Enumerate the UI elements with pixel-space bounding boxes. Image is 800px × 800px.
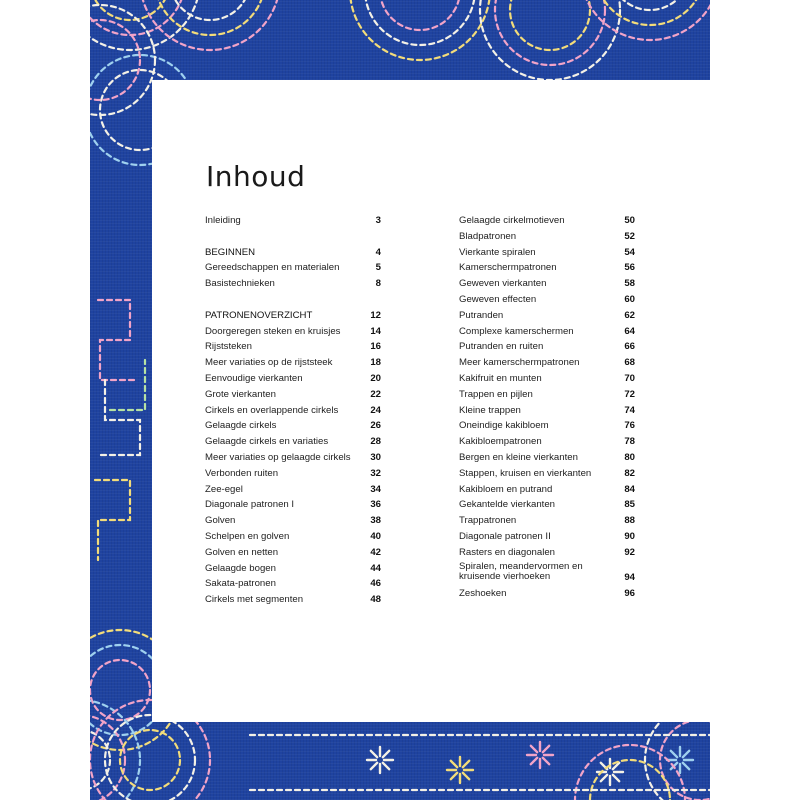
stitch-line [380,0,460,30]
toc-entry-title: Cirkels en overlappende cirkels [205,404,339,416]
toc-entry-title: Sakata-patronen [205,578,276,590]
toc-entry-page-number: 32 [370,467,381,479]
stitch-line [495,0,605,65]
toc-entry [459,229,635,245]
toc-entry-title: Diagonale patronen I [205,499,295,511]
stitch-line [110,360,145,410]
toc-entry-title: Meer kamerschermpatronen [459,357,580,369]
toc-entry [459,466,635,482]
stitch-line [610,0,690,10]
stitch-line [543,758,549,764]
toc-entry-title: Gekantelde vierkanten [459,499,555,511]
toc-entry [205,466,381,482]
toc-entry [205,434,381,450]
toc-entry-page-number: 40 [370,530,381,542]
toc-entry-title: Verbonden ruiten [205,467,279,479]
toc-entry-page-number: 58 [624,278,635,290]
toc-entry [459,418,635,434]
stitch-line [170,0,250,20]
toc-entry-title: Kakibloempatronen [459,436,542,448]
toc-entry-title: PATRONENOVERZICHT [205,309,313,321]
stitch-line [383,751,389,757]
toc-entry-title: Schelpen en golven [205,530,290,542]
stitch-line [371,751,377,757]
toc-entry [205,213,381,229]
stitch-line [90,5,155,115]
toc-entry-page-number: 44 [370,562,381,574]
toc-entry-page-number: 38 [370,515,381,527]
toc-entry-title: Gereedschappen en materialen [205,262,340,274]
toc-entry [205,529,381,545]
toc-entry-page-number: 60 [624,293,635,305]
toc-entry [205,387,381,403]
toc-entry-title: Eenvoudige vierkanten [205,372,303,384]
toc-entry [459,260,635,276]
stitch-line [451,773,457,779]
toc-entry-page-number: 94 [624,571,635,583]
toc-entry-page-number: 88 [624,515,635,527]
toc-entry [205,403,381,419]
toc-entry-page-number: 85 [624,499,635,511]
stitch-line [480,0,620,80]
toc-entry [205,339,381,355]
toc-entry [459,434,635,450]
toc-entry-title: Putranden en ruiten [459,341,544,353]
toc-page [152,80,710,722]
toc-entry-title: Kakifruit en munten [459,372,542,384]
toc-entry [459,450,635,466]
toc-entry-title: Gelaagde cirkels [205,420,277,432]
toc-entry-page-number: 52 [624,230,635,242]
toc-entry [459,245,635,261]
stitch-line [98,300,135,380]
toc-entry-page-number: 64 [624,325,635,337]
toc-entry [459,586,635,602]
stitch-line [365,0,475,45]
toc-entry-title: Bladpatronen [459,230,517,242]
toc-entry-page-number: 80 [624,451,635,463]
toc-section-heading [205,308,381,324]
stitch-line [90,715,125,800]
toc-entry-title: Vierkante spiralen [459,246,536,258]
page-title: Inhoud [206,160,306,193]
toc-entry-page-number: 84 [624,483,635,495]
stitch-line [90,660,150,720]
toc-entry-page-number: 96 [624,587,635,599]
toc-column-right [459,213,635,601]
stitch-line [463,761,469,767]
toc-entry-page-number: 24 [370,404,381,416]
toc-entry-page-number: 62 [624,309,635,321]
toc-entry-title: Trappatronen [459,515,517,527]
stitch-line [683,751,689,757]
stitch-line [683,763,689,769]
stitch-line [120,730,180,790]
toc-entry [205,576,381,592]
toc-entry-page-number: 4 [375,246,381,258]
stitch-line [100,380,140,455]
toc-entry [459,482,635,498]
toc-entry-page-number: 16 [370,341,381,353]
toc-entry-title: Meer variaties op de rijststeek [205,357,333,369]
toc-entry-page-number: 92 [624,546,635,558]
toc-entry [459,529,635,545]
toc-entry-title: Grote vierkanten [205,388,276,400]
toc-entry-title: Diagonale patronen II [459,530,551,542]
toc-entry-page-number: 42 [370,546,381,558]
toc-entry [205,482,381,498]
toc-entry-title: Spiralen, meandervormen en kruisende vierhoeken [459,560,583,582]
toc-entry-page-number: 54 [624,246,635,258]
stitch-line [531,746,537,752]
toc-entry [459,213,635,229]
toc-entry [459,308,635,324]
toc-column-left [205,213,381,608]
stitch-line [531,758,537,764]
toc-entry-page-number: 78 [624,436,635,448]
toc-entry-page-number: 36 [370,499,381,511]
toc-entry-title: Inleiding [205,215,241,226]
toc-entry-page-number: 5 [375,262,381,274]
toc-entry [459,403,635,419]
toc-entry-page-number: 46 [370,578,381,590]
toc-entry-title: Bergen en kleine vierkanten [459,451,578,463]
stitch-line [613,775,619,781]
toc-entry [459,497,635,513]
toc-entry-page-number: 12 [370,309,381,321]
toc-entry-page-number: 70 [624,372,635,384]
toc-entry-title: Gelaagde cirkels en variaties [205,436,329,448]
stitch-line [671,751,677,757]
toc-entry-page-number: 8 [375,278,381,290]
toc-entry-title: Trappen en pijlen [459,388,533,400]
toc-entry-page-number: 3 [375,215,381,226]
toc-entry [205,497,381,513]
toc-entry [205,276,381,292]
toc-entry-page-number: 74 [624,404,635,416]
toc-entry [205,561,381,577]
toc-entry [459,561,635,586]
toc-entry-page-number: 68 [624,357,635,369]
toc-entry-title: Geweven vierkanten [459,278,547,290]
stitch-line [510,0,590,50]
toc-entry-page-number: 48 [370,594,381,606]
toc-entry-title: Golven en netten [205,546,279,558]
toc-entry-title: Kamerschermpatronen [459,262,557,274]
toc-entry [459,513,635,529]
toc-entry [459,276,635,292]
toc-entry-page-number: 18 [370,357,381,369]
toc-entry [459,387,635,403]
toc-entry-page-number: 28 [370,436,381,448]
toc-entry [205,418,381,434]
toc-entry-title: Golven [205,515,236,527]
toc-entry [205,545,381,561]
toc-entry [205,260,381,276]
toc-entry-title: Zeshoeken [459,587,507,599]
toc-entry-title: Rijststeken [205,341,252,353]
toc-entry-page-number: 66 [624,341,635,353]
toc-entry-page-number: 72 [624,388,635,400]
toc-entry-title: Putranden [459,309,504,321]
stitch-line [383,763,389,769]
toc-entry-page-number: 34 [370,483,381,495]
stitch-line [595,0,705,25]
toc-entry-title: Oneindige kakibloem [459,420,549,432]
toc-entry [459,371,635,387]
toc-entry-title: Cirkels met segmenten [205,594,304,606]
toc-entry-page-number: 50 [624,215,635,226]
toc-entry [205,592,381,608]
stitch-line [463,773,469,779]
toc-entry-title: Basistechnieken [205,278,275,290]
toc-entry-page-number: 82 [624,467,635,479]
toc-entry-title: Complexe kamerschermen [459,325,574,337]
toc-entry-page-number: 20 [370,372,381,384]
stitch-line [371,763,377,769]
toc-entry-title: Geweven effecten [459,293,537,305]
toc-entry-title: Zee-egel [205,483,243,495]
toc-entry-page-number: 90 [624,530,635,542]
stitch-line [95,480,130,560]
toc-entry-page-number: 14 [370,325,381,337]
toc-entry-title: Gelaagde cirkelmotieven [459,215,565,226]
toc-entry [205,355,381,371]
toc-entry-page-number: 22 [370,388,381,400]
toc-entry-title: Rasters en diagonalen [459,546,556,558]
toc-entry [205,324,381,340]
toc-entry-page-number: 26 [370,420,381,432]
toc-entry-title: Doorgeregen steken en kruisjes [205,325,341,337]
stitch-line [543,746,549,752]
toc-entry-title: Gelaagde bogen [205,562,276,574]
toc-entry [459,545,635,561]
toc-entry-title: Kakibloem en putrand [459,483,553,495]
toc-entry-title: Meer variaties op gelaagde cirkels [205,451,351,463]
toc-entry-title: Kleine trappen [459,404,521,416]
toc-entry [205,513,381,529]
stitch-line [105,715,195,800]
toc-entry-title: BEGINNEN [205,246,256,258]
toc-entry [459,292,635,308]
stitch-line [451,761,457,767]
toc-entry [459,324,635,340]
stitch-line [90,0,170,20]
toc-section-heading [205,245,381,261]
toc-entry-title: Stappen, kruisen en vierkanten [459,467,592,479]
stitch-line [601,775,607,781]
toc-entry-page-number: 56 [624,262,635,274]
toc-entry-page-number: 76 [624,420,635,432]
toc-entry [205,450,381,466]
toc-entry-page-number: 30 [370,451,381,463]
toc-entry [459,339,635,355]
toc-entry [205,371,381,387]
toc-entry [459,355,635,371]
